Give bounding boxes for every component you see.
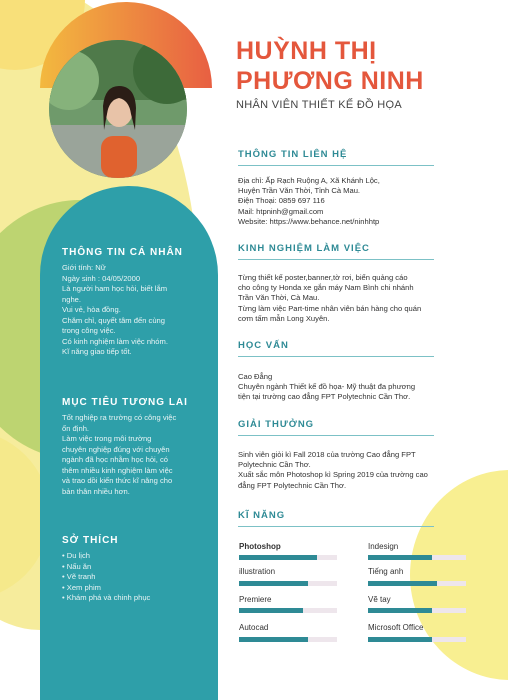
education-body	[238, 372, 460, 403]
skill-bar-fill	[368, 637, 432, 642]
experience-line: Trần Văn Thời, Cà Mau.	[238, 293, 320, 303]
header	[236, 36, 496, 111]
personal-line: Chăm chỉ, quyết tâm đến cùng	[62, 315, 165, 325]
personal-line: Là người ham học hỏi, biết lắm	[62, 284, 168, 293]
personal-info-title: THÔNG TIN CÁ NHÂN	[62, 247, 183, 258]
education-title: HỌC VẤN	[238, 340, 289, 351]
section-divider	[238, 165, 434, 166]
goals-section	[62, 397, 212, 497]
skill-label-illustration: illustration	[239, 567, 276, 576]
personal-line: Kĩ năng giao tiếp tốt.	[62, 347, 132, 356]
education-section	[238, 340, 438, 357]
goal-line: chuyên nghiệp đúng với chuyên	[62, 444, 170, 454]
skill-bar-indesign	[368, 555, 466, 560]
section-divider	[238, 435, 434, 436]
award-line: Sinh viên giỏi kì Fall 2018 của trường Cao đẳng FPT	[238, 450, 416, 459]
goal-line: Làm việc trong môi trường	[62, 434, 152, 443]
awards-section	[238, 419, 438, 436]
name-line-1: HUỲNH THỊ	[236, 37, 377, 65]
education-line: tiện tại trường cao đẳng FPT Polytechnic Cần Thơ.	[238, 392, 411, 402]
hobby-item: • Khám phá và chinh phục	[62, 593, 151, 602]
contact-section	[238, 149, 438, 166]
goal-line: Tốt nghiệp ra trường có công việc	[62, 413, 177, 422]
skills-title: KĨ NĂNG	[238, 510, 286, 521]
awards-title: GIẢI THƯỞNG	[238, 419, 315, 430]
skill-label-drawing: Vẽ tay	[368, 595, 391, 604]
skill-bar-fill	[368, 608, 432, 613]
skill-bar-photoshop	[239, 555, 337, 560]
skill-bar-autocad	[239, 637, 337, 642]
skill-bar-drawing	[368, 608, 466, 613]
skill-bar-premiere	[239, 608, 337, 613]
skill-bar-ms-office	[368, 637, 466, 642]
personal-line: Vui vẻ, hòa đồng.	[62, 305, 121, 314]
skill-label-ms-office: Microsoft Office	[368, 623, 424, 632]
personal-line: Giới tính: Nữ	[62, 263, 106, 272]
skill-bar-fill	[239, 555, 317, 560]
contact-address: Địa chỉ: Ấp Rạch Ruộng A, Xã Khánh Lộc,	[238, 176, 380, 185]
goal-line: và trao dồi kiến thức kĩ năng cho	[62, 476, 173, 485]
award-line: đẳng FPT Polytechnic Cần Thơ.	[238, 480, 347, 490]
experience-line: cơm tấm mẫn Long Xuyên.	[238, 313, 330, 323]
award-line: Xuất sắc môn Photoshop kì Spring 2019 của trường cao	[238, 470, 428, 480]
contact-body	[238, 176, 460, 227]
skill-label-photoshop: Photoshop	[239, 542, 281, 551]
skill-label-english: Tiếng anh	[368, 567, 404, 576]
goals-title: MỤC TIÊU TƯƠNG LAI	[62, 397, 188, 408]
decor-yellow-circle-right	[410, 470, 508, 680]
skill-label-premiere: Premiere	[239, 595, 272, 604]
personal-line: Ngày sinh : 04/05/2000	[62, 273, 141, 283]
skill-bar-fill	[239, 637, 308, 642]
education-line: Chuyên ngành Thiết kế đồ họa- Mỹ thuật đa phương	[238, 382, 416, 392]
profile-photo	[49, 40, 187, 178]
personal-info-section	[62, 247, 212, 358]
name-line-2: PHƯƠNG NINH	[236, 67, 424, 95]
hobby-item: • Nấu ăn	[62, 561, 92, 571]
personal-line: nghe.	[62, 294, 82, 304]
skill-bar-fill	[368, 555, 432, 560]
contact-email: Mail: htpninh@gmail.com	[238, 206, 324, 216]
section-divider	[238, 526, 434, 527]
contact-title: THÔNG TIN LIÊN HỆ	[238, 149, 348, 160]
skill-bar-fill	[368, 581, 437, 586]
skills-section	[238, 510, 438, 527]
goal-line: thêm nhiều kinh nghiệm làm việc	[62, 465, 173, 475]
skill-label-autocad: Autocad	[239, 623, 269, 632]
skill-label-indesign: Indesign	[368, 542, 399, 551]
hobby-item: • Vẽ tranh	[62, 572, 96, 581]
experience-line: Từng làm việc Part-time nhân viên bán hàng cho quán	[238, 303, 422, 313]
experience-line: cho công ty Honda xe gắn máy Nam Bình chi nhánh	[238, 283, 414, 293]
award-line: Polytechnic Cần Thơ.	[238, 460, 311, 470]
hobby-item: • Du lịch	[62, 551, 90, 560]
section-divider	[238, 356, 434, 357]
personal-line: Có kinh nghiệm làm việc nhóm.	[62, 336, 168, 346]
skill-bar-illustration	[239, 581, 337, 586]
contact-address-2: Huyện Trần Văn Thời, Tỉnh Cà Mau.	[238, 186, 361, 196]
contact-website: Website: https://www.behance.net/ninhhtp	[238, 216, 380, 226]
section-divider	[238, 259, 434, 260]
experience-title: KINH NGHIỆM LÀM VIỆC	[238, 243, 370, 254]
experience-line: Từng thiết kế poster,banner,tờ rơi, biển quảng cáo	[238, 273, 408, 282]
awards-body	[238, 450, 460, 491]
education-line: Cao Đẳng	[238, 372, 273, 381]
personal-line: trong công việc.	[62, 326, 116, 335]
skill-bar-english	[368, 581, 466, 586]
job-title: NHÂN VIÊN THIẾT KẾ ĐỒ HỌA	[236, 99, 403, 111]
experience-section	[238, 243, 438, 260]
skill-bar-fill	[239, 581, 308, 586]
hobbies-title: SỞ THÍCH	[62, 535, 119, 546]
goal-line: bản thân nhiều hơn.	[62, 486, 130, 496]
experience-body	[238, 273, 460, 324]
hobby-item: • Xem phim	[62, 582, 101, 592]
hobbies-section	[62, 535, 212, 604]
skill-bar-fill	[239, 608, 303, 613]
goal-line: ổn định.	[62, 423, 90, 433]
contact-phone: Điện Thoại: 0859 697 116	[238, 196, 325, 206]
goal-line: ngành đã học nhằm học hỏi, có	[62, 455, 168, 464]
